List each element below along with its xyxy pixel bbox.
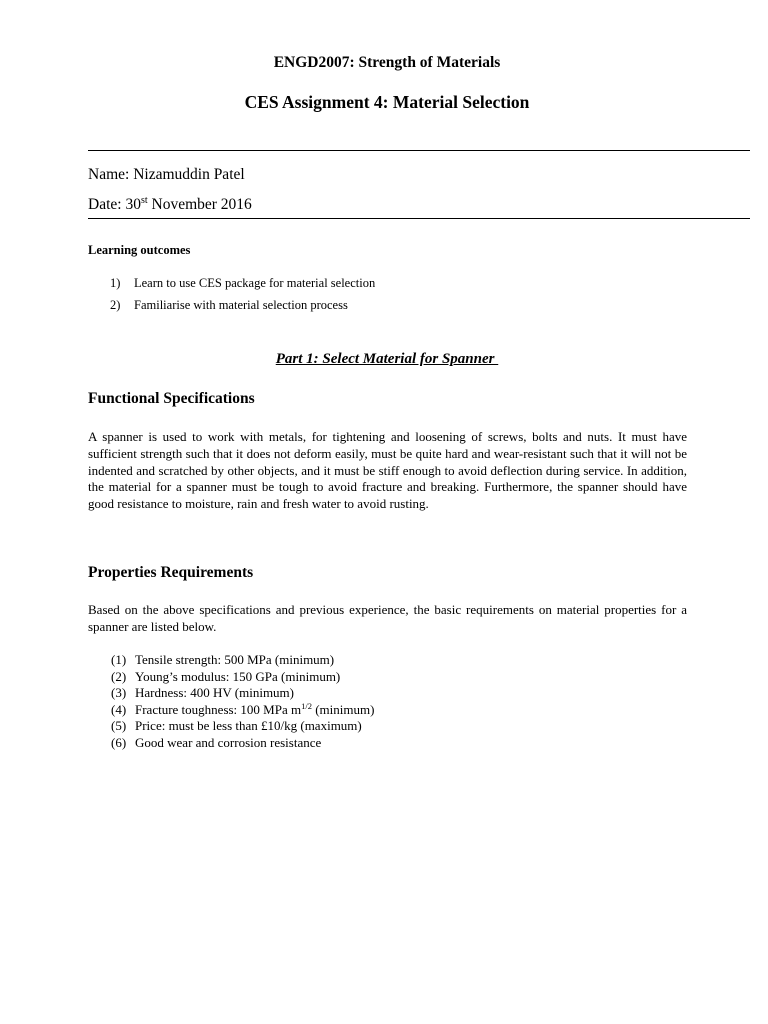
list-item xyxy=(111,685,374,702)
properties-requirements-heading: Properties Requirements xyxy=(88,564,254,581)
list-item-text: Young’s modulus: 150 GPa (minimum) xyxy=(135,668,341,684)
list-item-text: Fracture toughness: 100 MPa m xyxy=(135,701,302,717)
assignment-title: CES Assignment 4: Material Selection xyxy=(244,92,530,112)
list-item-text: Hardness: 400 HV (minimum) xyxy=(135,685,294,701)
list-item-text: Tensile strength: 500 MPa (minimum) xyxy=(135,652,335,667)
learning-outcomes-list xyxy=(110,273,375,317)
list-item-number: 1) xyxy=(110,276,121,290)
date-prefix: Date: 30 xyxy=(88,196,141,213)
list-item-number: (6) xyxy=(111,734,127,750)
list-item-text: Familiarise with material selection process xyxy=(134,298,348,312)
list-item-number: (1) xyxy=(111,652,127,667)
list-item xyxy=(111,735,374,752)
list-item xyxy=(111,652,374,669)
list-item-text: Price: must be less than £10/kg (maximum) xyxy=(135,718,362,734)
properties-list xyxy=(111,652,374,752)
divider-top xyxy=(88,150,750,151)
student-name: Name: Nizamuddin Patel xyxy=(88,166,245,183)
learning-outcomes-heading: Learning outcomes xyxy=(88,243,191,257)
submission-date xyxy=(88,196,252,214)
list-item xyxy=(111,702,374,719)
list-item-number: (3) xyxy=(111,685,127,701)
list-item-text: Learn to use CES package for material selection xyxy=(134,276,376,290)
date-ordinal: st xyxy=(140,195,148,206)
list-item xyxy=(110,295,375,317)
part-1-title: Part 1: Select Material for Spanner xyxy=(275,351,499,367)
list-item-number: 2) xyxy=(110,298,121,312)
divider-bottom xyxy=(88,218,750,219)
exponent: 1/2 xyxy=(301,700,312,711)
course-title: ENGD2007: Strength of Materials xyxy=(273,54,501,71)
date-suffix: November 2016 xyxy=(147,196,252,213)
list-item xyxy=(110,273,375,295)
list-item-number: (2) xyxy=(111,668,127,684)
list-item-text: Good wear and corrosion resistance xyxy=(135,734,322,750)
list-item-text-after: (minimum) xyxy=(311,701,375,717)
list-item xyxy=(111,718,374,735)
list-item-number: (4) xyxy=(111,701,127,717)
properties-intro-paragraph: Based on the above specifications and previous experience, the basic requirements on material properties for a spanner are listed below. xyxy=(88,602,687,634)
functional-specifications-heading: Functional Specifications xyxy=(88,390,255,407)
list-item-number: (5) xyxy=(111,718,127,734)
functional-specifications-paragraph: A spanner is used to work with metals, for tightening and loosening of screws, bolts and nuts. It must have sufficient strength such that it does not deform easily, must be quite hard and wear-resistant such that it will not be indented and scratched by other objects, and it must be stiff enough to avoid deflection during service. In addition, the material for a spanner must be tough to avoid fracture and breaking. Furthermore, the spanner should have good resistance to moisture, rain and fresh water to avoid rusting. xyxy=(88,429,687,512)
list-item xyxy=(111,669,374,686)
